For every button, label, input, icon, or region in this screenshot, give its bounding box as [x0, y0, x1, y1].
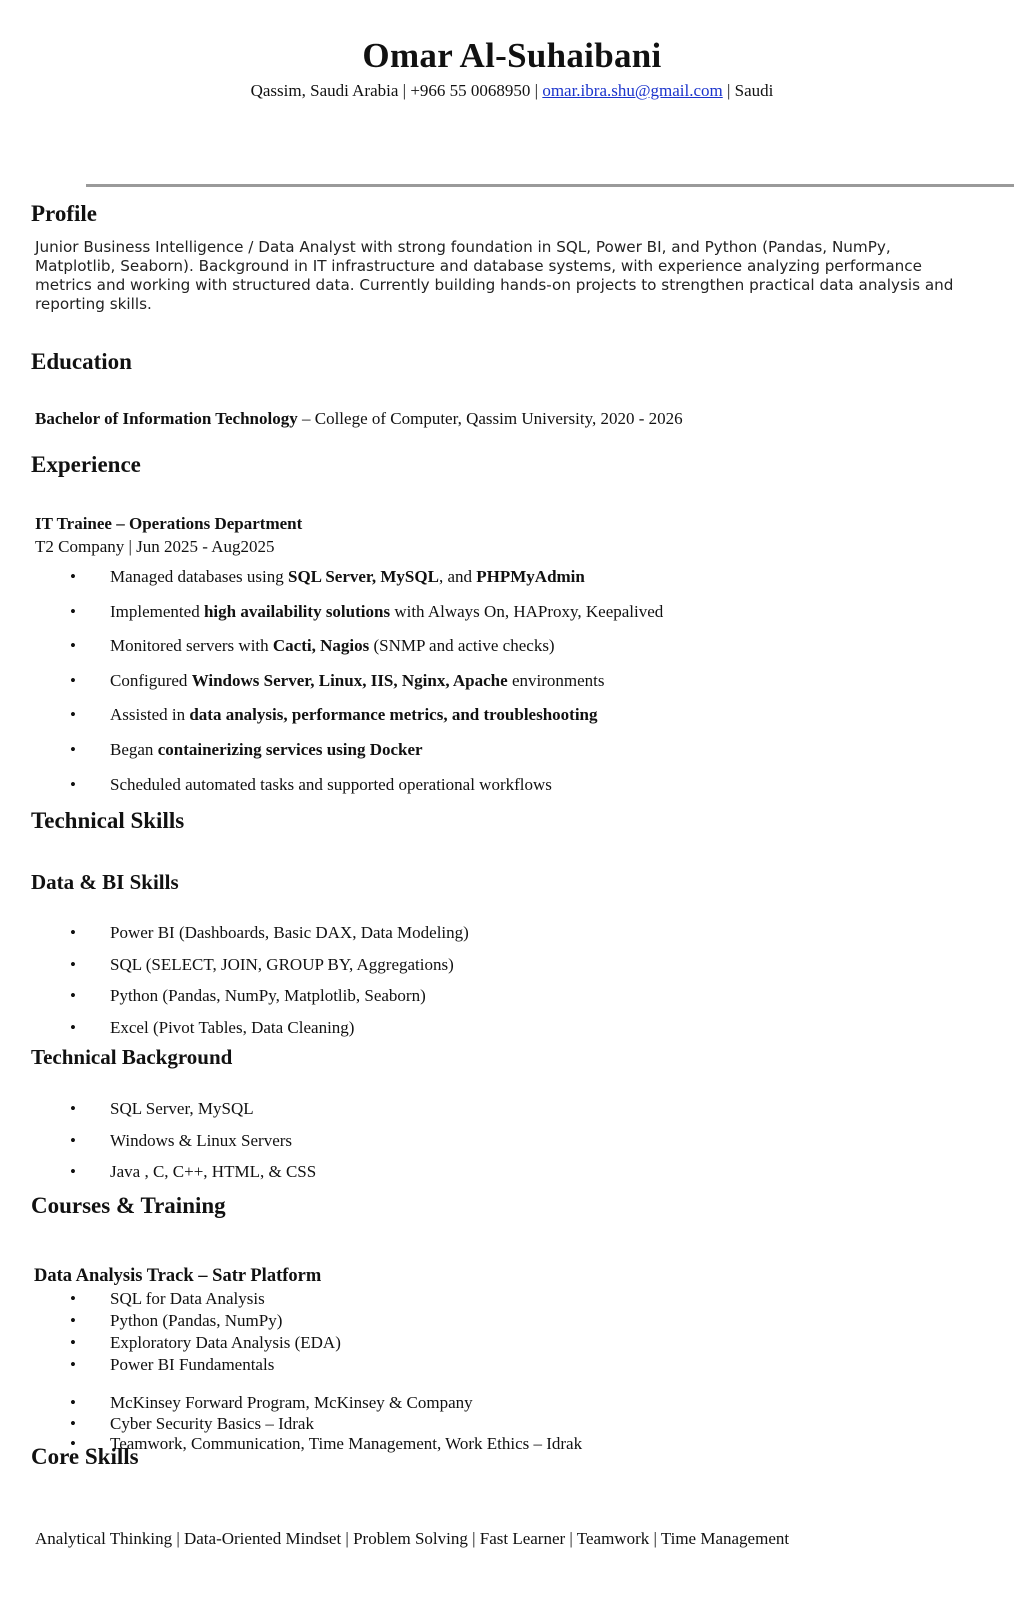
skill-item: • Java , C, C++, HTML, & CSS [0, 1156, 316, 1188]
bullet-text: Monitored servers with [110, 636, 273, 656]
bullet-emphasis: Cacti, Nagios [272, 636, 370, 656]
course-item: • Python (Pandas, NumPy) [0, 1310, 341, 1332]
skill-item: • Power BI (Dashboards, Basic DAX, Data Modeling) [0, 917, 469, 949]
profile-summary: Junior Business Intelligence / Data Analyst with strong foundation in SQL, Power BI, and Python (Pandas, NumPy, Matplotlib, Seaborn). Background in IT infrastructure and database systems, with experience analyzing performance metrics and working with structured data. Currently building hands-on projects to strengthen practical data analysis and reporting skills. [35, 238, 954, 313]
bullet-emphasis: Windows Server, Linux, IIS, Nginx, Apache [191, 670, 508, 690]
experience-bullet [0, 705, 663, 740]
bullet-emphasis: containerizing services using Docker [157, 739, 423, 759]
courses-heading: Courses & Training [31, 1193, 226, 1218]
course-item: • Teamwork, Communication, Time Management, Work Ethics – Idrak [0, 1434, 582, 1455]
location: Qassim, Saudi Arabia [250, 81, 399, 100]
experience-bullet [0, 636, 663, 671]
course-item: • Cyber Security Basics – Idrak [0, 1414, 582, 1435]
experience-bullet [0, 740, 663, 775]
bullet-text: Implemented [110, 601, 204, 621]
bullet-text: , and [438, 567, 477, 586]
header-divider [86, 184, 1014, 187]
core-skills-heading: Core Skills [31, 1444, 139, 1469]
skill-item: • SQL (SELECT, JOIN, GROUP BY, Aggregations) [0, 949, 469, 981]
bullet-text: Managed databases using [110, 567, 288, 586]
degree: Bachelor of Information Technology [35, 409, 298, 428]
education-entry [35, 409, 683, 429]
bullet-text: Configured [110, 670, 192, 690]
email-link[interactable]: omar.ibra.shu@gmail.com [542, 81, 723, 100]
data-bi-heading: Data & BI Skills [31, 870, 179, 894]
experience-heading: Experience [31, 452, 141, 477]
bullet-emphasis: data analysis, performance metrics, and troubleshooting [189, 705, 598, 725]
phone: +966 55 0068950 [410, 81, 531, 100]
experience-bullets [0, 567, 663, 809]
bullet-text: Began [110, 739, 158, 759]
profile-heading: Profile [31, 201, 97, 226]
experience-bullet [0, 775, 663, 810]
bullet-text: (SNMP and active checks) [369, 636, 555, 656]
course-item: • Exploratory Data Analysis (EDA) [0, 1332, 341, 1354]
technical-skills-heading: Technical Skills [31, 808, 185, 833]
candidate-name: Omar Al-Suhaibani [362, 36, 662, 75]
experience-bullet [0, 567, 663, 602]
education-heading: Education [31, 349, 132, 374]
nationality: Saudi [734, 81, 774, 100]
job-title: IT Trainee – Operations Department [35, 514, 303, 533]
bullet-text: Assisted in [110, 705, 190, 725]
core-skills-text: Analytical Thinking | Data-Oriented Mindset | Problem Solving | Fast Learner | Teamwork | Time Management [35, 1529, 790, 1548]
contact-line: Qassim, Saudi Arabia | +966 55 0068950 | omar.ibra.shu@gmail.com | Saudi [250, 81, 774, 100]
bullet-text: Scheduled automated tasks and supported operational workflows [110, 774, 552, 794]
track-items [0, 1288, 341, 1376]
skill-item: • Python (Pandas, NumPy, Matplotlib, Seaborn) [0, 980, 469, 1012]
bullet-text: environments [507, 670, 605, 690]
bullet-emphasis: PHPMyAdmin [476, 567, 585, 586]
technical-background-list [0, 1093, 316, 1188]
bullet-text: with Always On, HAProxy, Keepalived [390, 601, 664, 621]
skill-item: • Excel (Pivot Tables, Data Cleaning) [0, 1012, 469, 1044]
skill-item: • Windows & Linux Servers [0, 1125, 316, 1157]
bullet-emphasis: SQL Server, MySQL [287, 567, 439, 586]
bullet-emphasis: high availability solutions [203, 601, 391, 621]
course-item: • Power BI Fundamentals [0, 1354, 341, 1376]
degree-details: – College of Computer, Qassim University, 2020 - 2026 [297, 409, 683, 428]
track-title: Data Analysis Track – Satr Platform [34, 1266, 322, 1286]
experience-bullet [0, 671, 663, 706]
skill-item: • SQL Server, MySQL [0, 1093, 316, 1125]
experience-bullet [0, 602, 663, 637]
technical-background-heading: Technical Background [31, 1045, 233, 1069]
job-meta: T2 Company | Jun 2025 - Aug2025 [35, 537, 275, 556]
course-item: • SQL for Data Analysis [0, 1288, 341, 1310]
data-bi-list [0, 917, 469, 1043]
course-item: • McKinsey Forward Program, McKinsey & Company [0, 1393, 582, 1414]
